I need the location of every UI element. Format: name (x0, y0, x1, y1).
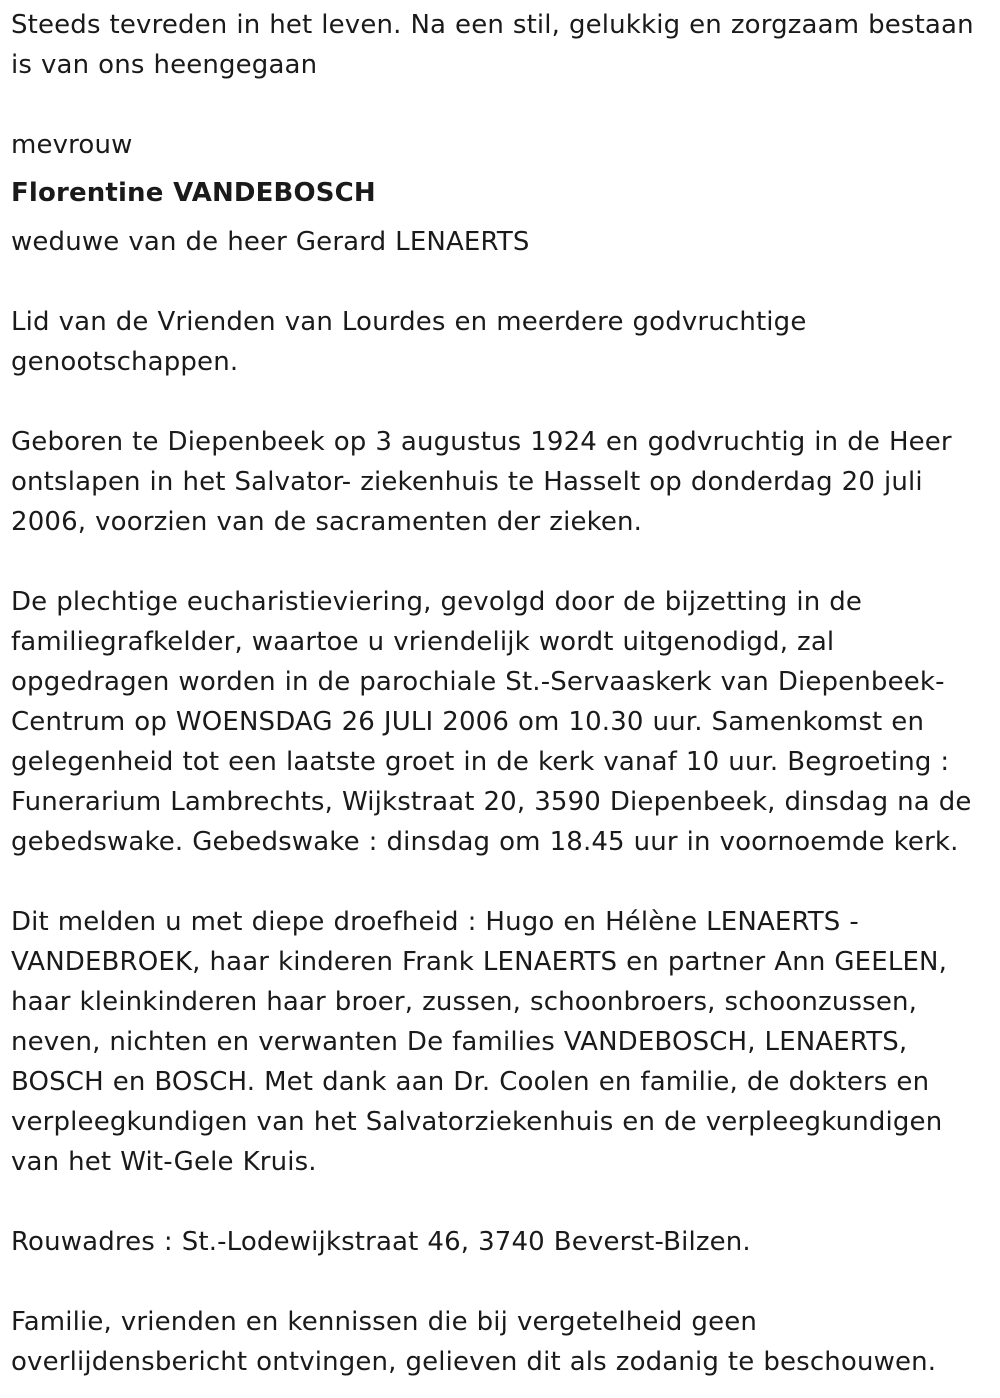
text-line: genootschappen. (11, 347, 239, 377)
text-line: neven, nichten en verwanten De families VANDEBOSCH, LENAERTS, (11, 1027, 908, 1057)
announcement-paragraph (11, 902, 986, 1182)
text-line: Centrum op WOENSDAG 26 JULI 2006 om 10.30 uur. Samenkomst en (11, 707, 925, 737)
text-line: is van ons heengegaan (11, 50, 318, 80)
text-line: De plechtige eucharistieviering, gevolgd door de bijzetting in de (11, 587, 863, 617)
widow-line: weduwe van de heer Gerard LENAERTS (11, 227, 530, 257)
deceased-name: Florentine VANDEBOSCH (11, 178, 376, 208)
mourning-address: Rouwadres : St.-Lodewijkstraat 46, 3740 Beverst-Bilzen. (11, 1227, 751, 1257)
text-line: ontslapen in het Salvator- ziekenhuis te Hasselt op donderdag 20 juli (11, 467, 923, 497)
text-line: Familie, vrienden en kennissen die bij vergetelheid geen (11, 1307, 757, 1337)
text-line: van het Wit-Gele Kruis. (11, 1147, 317, 1177)
text-line: haar kleinkinderen haar broer, zussen, schoonbroers, schoonzussen, (11, 987, 918, 1017)
salutation: mevrouw (11, 130, 133, 160)
membership-paragraph (11, 302, 986, 382)
text-line: gelegenheid tot een laatste groet in de kerk vanaf 10 uur. Begroeting : (11, 747, 950, 777)
text-line: Dit melden u met diepe droefheid : Hugo en Hélène LENAERTS - (11, 907, 859, 937)
text-line: gebedswake. Gebedswake : dinsdag om 18.45 uur in voornoemde kerk. (11, 827, 959, 857)
text-line: opgedragen worden in de parochiale St.-Servaaskerk van Diepenbeek- (11, 667, 945, 697)
text-line: VANDEBROEK, haar kinderen Frank LENAERTS en partner Ann GEELEN, (11, 947, 948, 977)
text-line: Funerarium Lambrechts, Wijkstraat 20, 3590 Diepenbeek, dinsdag na de (11, 787, 972, 817)
text-line: BOSCH en BOSCH. Met dank aan Dr. Coolen en familie, de dokters en (11, 1067, 930, 1097)
closing-paragraph (11, 1302, 986, 1382)
ceremony-paragraph (11, 582, 986, 862)
intro-paragraph (11, 5, 986, 85)
birth-death-paragraph (11, 422, 986, 542)
text-line: 2006, voorzien van de sacramenten der zieken. (11, 507, 643, 537)
text-line: Geboren te Diepenbeek op 3 augustus 1924 en godvruchtig in de Heer (11, 427, 952, 457)
text-line: verpleegkundigen van het Salvatorziekenhuis en de verpleegkundigen (11, 1107, 943, 1137)
text-line: overlijdensbericht ontvingen, gelieven dit als zodanig te beschouwen. (11, 1347, 937, 1377)
text-line: Lid van de Vrienden van Lourdes en meerdere godvruchtige (11, 307, 807, 337)
text-line: Steeds tevreden in het leven. Na een stil, gelukkig en zorgzaam bestaan (11, 10, 974, 40)
text-line: familiegrafkelder, waartoe u vriendelijk wordt uitgenodigd, zal (11, 627, 835, 657)
